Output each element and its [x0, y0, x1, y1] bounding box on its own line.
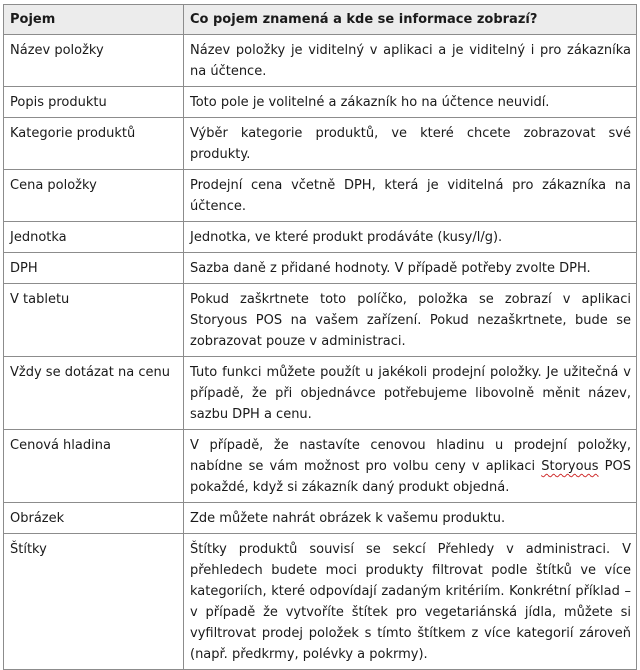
table-row	[4, 284, 637, 357]
table-row	[4, 430, 637, 503]
table-row	[4, 503, 637, 534]
table-row	[4, 118, 637, 170]
terms-table-container	[3, 4, 636, 670]
term-cell: Jednotka	[4, 222, 184, 253]
terms-table	[3, 4, 637, 670]
table-row	[4, 253, 637, 284]
term-cell: Obrázek	[4, 503, 184, 534]
term-cell: Štítky	[4, 534, 184, 670]
header-description: Co pojem znamená a kde se informace zobrazí?	[184, 5, 637, 35]
table-row	[4, 357, 637, 430]
term-cell: Název položky	[4, 35, 184, 87]
description-text: POS pokaždé, když si zákazník daný produkt objedná.	[190, 459, 631, 495]
table-row	[4, 170, 637, 222]
description-cell: Pokud zaškrtnete toto políčko, položka se zobrazí v aplikaci Storyous POS na vašem zařízení. Pokud nezaškrtnete, bude se zobrazovat pouze v administraci.	[184, 284, 637, 357]
description-cell: Štítky produktů souvisí se sekcí Přehledy v administraci. V přehledech budete moci produkty filtrovat podle štítků ve více kategoriích, které odpovídají zadaným kritériím. Konkrétní příklad – v případě že vytvoříte štítek pro vegetariánská jídla, můžete si vyfiltrovat prodej položek s tímto štítkem z více kategorií zároveň (např. předkrmy, polévky a pokrmy).	[184, 534, 637, 670]
term-cell: Kategorie produktů	[4, 118, 184, 170]
table-header-row	[4, 5, 637, 35]
term-cell: V tabletu	[4, 284, 184, 357]
description-cell: Jednotka, ve které produkt prodáváte (kusy/l/g).	[184, 222, 637, 253]
description-cell: Sazba daně z přidané hodnoty. V případě potřeby zvolte DPH.	[184, 253, 637, 284]
table-row	[4, 534, 637, 670]
description-cell	[184, 430, 637, 503]
spellcheck-word: Storyous	[541, 459, 599, 474]
term-cell: DPH	[4, 253, 184, 284]
description-text: V případě, že nastavíte cenovou hladinu u prodejní položky, nabídne se vám možnost pro volbu ceny v aplikaci	[190, 438, 631, 474]
description-cell: Tuto funkci můžete použít u jakékoli prodejní položky. Je užitečná v případě, že při objednávce potřebujeme libovolně měnit název, sazbu DPH a cenu.	[184, 357, 637, 430]
description-cell: Název položky je viditelný v aplikaci a je viditelný i pro zákazníka na účtence.	[184, 35, 637, 87]
table-row	[4, 35, 637, 87]
description-cell: Zde můžete nahrát obrázek k vašemu produktu.	[184, 503, 637, 534]
term-cell: Popis produktu	[4, 87, 184, 118]
term-cell: Cena položky	[4, 170, 184, 222]
description-cell: Výběr kategorie produktů, ve které chcete zobrazovat své produkty.	[184, 118, 637, 170]
description-cell: Toto pole je volitelné a zákazník ho na účtence neuvidí.	[184, 87, 637, 118]
description-cell: Prodejní cena včetně DPH, která je viditelná pro zákazníka na účtence.	[184, 170, 637, 222]
term-cell: Cenová hladina	[4, 430, 184, 503]
table-row	[4, 87, 637, 118]
table-row	[4, 222, 637, 253]
term-cell: Vždy se dotázat na cenu	[4, 357, 184, 430]
header-term: Pojem	[4, 5, 184, 35]
